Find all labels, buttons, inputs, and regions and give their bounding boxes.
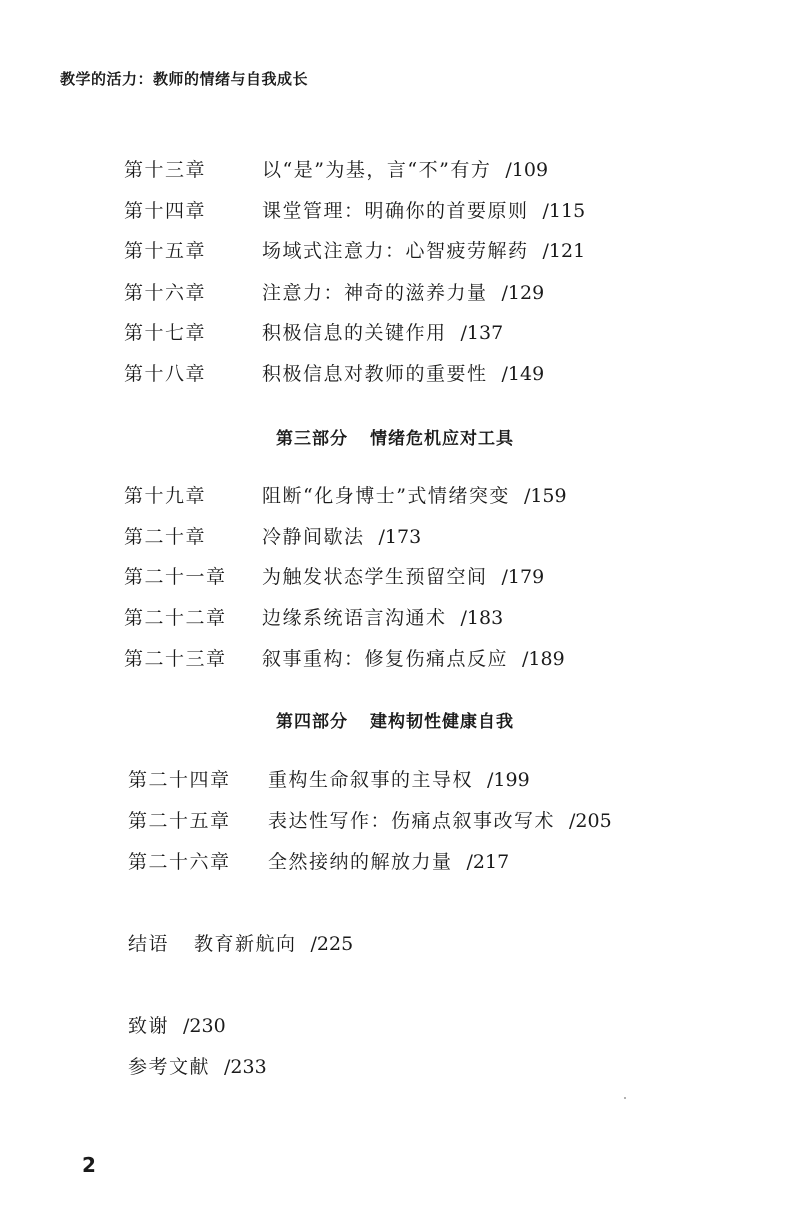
toc-chapter-label: 第二十二章 <box>124 607 227 629</box>
toc-entry-ch25[interactable] <box>128 808 612 834</box>
toc-section-title: 教育新航向 <box>194 933 297 955</box>
scan-speck <box>624 1097 626 1099</box>
toc-page-number: /173 <box>378 526 422 548</box>
toc-entry-ch26[interactable] <box>128 849 509 875</box>
toc-section-label: 结语 <box>128 933 170 955</box>
toc-chapter-title: 场域式注意力：心智疲劳解药 <box>262 240 529 262</box>
part-number: 第四部分 <box>276 712 348 732</box>
toc-page-number: /199 <box>487 769 530 791</box>
part-number: 第三部分 <box>276 429 348 449</box>
running-head: 教学的活力：教师的情绪与自我成长 <box>60 70 309 88</box>
toc-page-number: /230 <box>183 1015 226 1037</box>
toc-chapter-title: 全然接纳的解放力量 <box>268 851 453 873</box>
part-three-heading <box>0 424 790 449</box>
toc-chapter-label: 第二十章 <box>124 526 207 548</box>
toc-chapter-label: 第十五章 <box>124 240 207 262</box>
toc-page-number: /159 <box>523 485 567 507</box>
toc-chapter-title: 课堂管理：明确你的首要原则 <box>262 200 529 222</box>
toc-page-number: /115 <box>542 200 586 222</box>
toc-chapter-title: 以“是”为基，言“不”有方 <box>262 159 492 181</box>
toc-chapter-label: 第十九章 <box>124 485 207 507</box>
toc-entry-ch21[interactable] <box>124 564 544 590</box>
toc-entry-ch23[interactable] <box>124 646 565 672</box>
toc-section-label: 致谢 <box>128 1015 170 1037</box>
toc-chapter-label: 第十八章 <box>124 363 207 385</box>
part-title: 建构韧性健康自我 <box>370 712 514 732</box>
toc-chapter-label: 第十三章 <box>124 159 207 181</box>
toc-entry-ch15[interactable] <box>124 238 585 264</box>
toc-chapter-title: 表达性写作：伤痛点叙事改写术 <box>268 810 556 832</box>
toc-page-number: /149 <box>501 363 545 385</box>
toc-entry-ch19[interactable] <box>124 483 567 509</box>
toc-chapter-title: 边缘系统语言沟通术 <box>262 607 447 629</box>
toc-entry-ch18[interactable] <box>124 361 544 387</box>
toc-page-number: /121 <box>542 240 586 262</box>
toc-entry-conclusion[interactable] <box>128 931 353 957</box>
toc-entry-ch24[interactable] <box>128 767 530 793</box>
toc-chapter-title: 重构生命叙事的主导权 <box>268 769 474 791</box>
toc-page-number: /217 <box>466 851 510 873</box>
toc-chapter-label: 第二十一章 <box>124 566 227 588</box>
toc-chapter-title: 叙事重构：修复伤痛点反应 <box>262 648 509 670</box>
toc-page-number: /137 <box>460 322 504 344</box>
toc-section-label: 参考文献 <box>128 1056 211 1078</box>
part-four-heading <box>0 707 790 732</box>
toc-chapter-label: 第二十四章 <box>128 769 231 791</box>
toc-entry-references[interactable] <box>128 1054 267 1080</box>
toc-entry-ch16[interactable] <box>124 280 544 306</box>
toc-chapter-label: 第二十五章 <box>128 810 231 832</box>
toc-chapter-title: 注意力：神奇的滋养力量 <box>262 282 488 304</box>
toc-page-number: /189 <box>522 648 565 670</box>
toc-entry-acknowledgements[interactable] <box>128 1013 226 1039</box>
toc-chapter-title: 冷静间歇法 <box>262 526 365 548</box>
toc-page-number: /225 <box>310 933 354 955</box>
toc-entry-ch22[interactable] <box>124 605 503 631</box>
toc-page-number: /129 <box>501 282 545 304</box>
toc-chapter-label: 第二十六章 <box>128 851 231 873</box>
page-number: 2 <box>82 1153 96 1177</box>
toc-page-number: /183 <box>460 607 504 629</box>
toc-chapter-title: 积极信息的关键作用 <box>262 322 447 344</box>
toc-chapter-title: 为触发状态学生预留空间 <box>262 566 488 588</box>
toc-entry-ch20[interactable] <box>124 524 421 550</box>
toc-chapter-title: 阻断“化身博士”式情绪突变 <box>262 485 510 507</box>
toc-chapter-title: 积极信息对教师的重要性 <box>262 363 488 385</box>
toc-entry-ch13[interactable] <box>124 157 548 183</box>
toc-page-number: /179 <box>501 566 545 588</box>
toc-page-number: /233 <box>224 1056 267 1078</box>
toc-chapter-label: 第十七章 <box>124 322 207 344</box>
toc-page-number: /109 <box>505 159 549 181</box>
toc-entry-ch17[interactable] <box>124 320 503 346</box>
toc-entry-ch14[interactable] <box>124 198 585 224</box>
toc-chapter-label: 第十六章 <box>124 282 207 304</box>
toc-page-number: /205 <box>569 810 612 832</box>
toc-chapter-label: 第二十三章 <box>124 648 227 670</box>
toc-chapter-label: 第十四章 <box>124 200 207 222</box>
part-title: 情绪危机应对工具 <box>370 429 514 449</box>
